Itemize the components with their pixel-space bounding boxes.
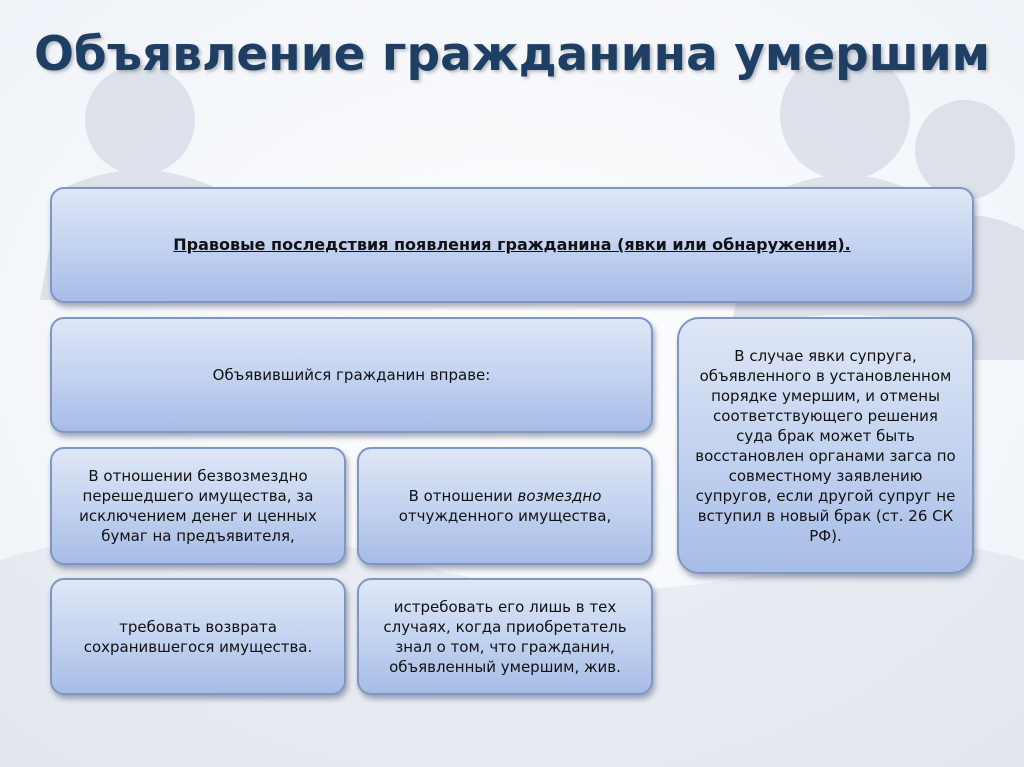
- gratuitous-property-condition-box: [50, 447, 346, 565]
- rights-intro-box: [50, 317, 653, 433]
- gratuitous-remedy-box: [50, 578, 346, 695]
- header-text: Правовые последствия появления гражданина (явки или обнаружения).: [173, 235, 851, 254]
- spouse-note-text: В случае явки супруга, объявленного в установленном порядке умершим, и отмены соответствующего решения суда брак может быть восстановлен органами загса по совместному заявлению супругов, если другой супруг не вступил в новый брак (ст. 26 СК РФ).: [695, 346, 956, 545]
- legal-consequences-header: [50, 187, 974, 303]
- gratuitous-remedy-text: требовать возврата сохранившегося имущества.: [83, 617, 313, 656]
- intro-text: Объявившийся гражданин вправе:: [212, 366, 491, 384]
- paid-property-condition-box: [357, 447, 653, 565]
- paid-condition-text: [373, 486, 637, 526]
- spouse-marriage-note-box: [677, 317, 974, 574]
- paid-remedy-box: [357, 578, 653, 695]
- paid-condition-prefix: В отношении: [408, 487, 518, 505]
- slide-title: Объявление гражданина умершим: [33, 27, 991, 82]
- paid-condition-suffix: отчужденного имущества,: [398, 507, 612, 525]
- paid-remedy-text: истребовать его лишь в тех случаях, когда приобретатель знал о том, что гражданин, объявленный умершим, жив.: [383, 597, 627, 676]
- gratuitous-condition-text: В отношении безвозмездно перешедшего имущества, за исключением денег и ценных бумаг на предъявителя,: [79, 467, 317, 545]
- paid-condition-emphasis: возмездно: [517, 487, 602, 505]
